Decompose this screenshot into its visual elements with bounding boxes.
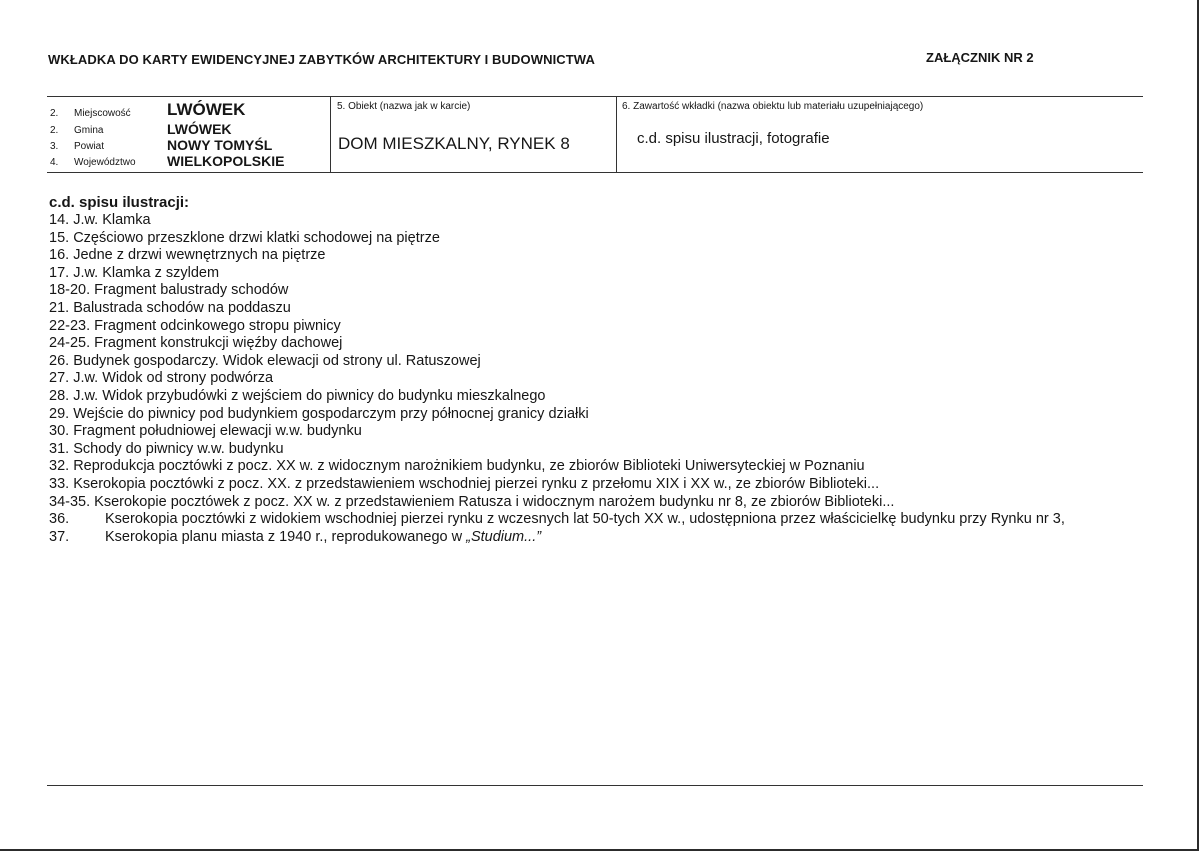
list-item: 29. Wejście do piwnicy pod budynkiem gospodarczym przy północnej granicy działki (49, 405, 589, 422)
county-value: NOWY TOMYŚL (167, 137, 273, 153)
bottom-rule (47, 785, 1143, 786)
column-divider-1 (330, 97, 331, 172)
list-item: 32. Reprodukcja pocztówki z pocz. XX w. z widocznym narożnikiem budynku, ze zbiorów Biblioteki Uniwersyteckiej w Poznaniu (49, 458, 865, 475)
list-item: 34-35. Kserokopie pocztówek z pocz. XX w. z przedstawieniem Ratusza i widocznym narożem budynku nr 8, ze zbiorów Biblioteki... (49, 493, 895, 510)
form-title: WKŁADKA DO KARTY EWIDENCYJNEJ ZABYTKÓW ARCHITEKTURY I BUDOWNICTWA (48, 52, 595, 67)
voivodeship-value: WIELKOPOLSKIE (167, 153, 285, 169)
commune-value: LWÓWEK (167, 121, 232, 137)
list-item: 31. Schody do piwnicy w.w. budynku (49, 440, 284, 457)
column-divider-2 (616, 97, 617, 172)
header-bottom-rule (47, 172, 1143, 173)
list-item: 28. J.w. Widok przybudówki z wejściem do piwnicy do budynku mieszkalnego (49, 387, 546, 404)
list-item: 37. Kserokopia planu miasta z 1940 r., reprodukowanego w „Studium...” (49, 528, 542, 545)
list-item: 22-23. Fragment odcinkowego stropu piwnicy (49, 317, 341, 334)
list-item: 14. J.w. Klamka (49, 212, 151, 228)
list-item: 36. Kserokopia pocztówki z widokiem wschodniej pierzei rynku z wczesnych lat 50-tych XX w., udostępniona przez właścicielkę budynku przy Rynku nr 3, (49, 511, 1065, 528)
list-item: 16. Jedne z drzwi wewnętrznych na piętrze (49, 247, 326, 264)
list-item: 24-25. Fragment konstrukcji więźby dachowej (49, 335, 343, 352)
list-item: 18-20. Fragment balustrady schodów (49, 282, 289, 299)
list-item: 33. Kserokopia pocztówki z pocz. XX. z przedstawieniem wschodniej pierzei rynku z przełomu XIX i XX w., ze zbiorów Biblioteki... (49, 475, 880, 492)
list-item: 26. Budynek gospodarczy. Widok elewacji od strony ul. Ratuszowej (49, 352, 481, 369)
annex-number: ZAŁĄCZNIK NR 2 (926, 50, 1034, 65)
illustration-list (49, 212, 1065, 546)
insert-content-value: c.d. spisu ilustracji, fotografie (637, 130, 830, 147)
list-item: 30. Fragment południowej elewacji w.w. budynku (49, 423, 362, 440)
top-rule (47, 96, 1143, 97)
list-heading: c.d. spisu ilustracji: (49, 194, 190, 211)
list-item: 21. Balustrada schodów na poddaszu (49, 299, 291, 316)
object-label: 5. Obiekt (nazwa jak w karcie) (337, 101, 471, 112)
town-value: LWÓWEK (167, 100, 246, 119)
insert-content-label: 6. Zawartość wkładki (nazwa obiektu lub materiału uzupełniającego) (622, 101, 924, 112)
list-item: 15. Częściowo przeszklone drzwi klatki schodowej na piętrze (49, 229, 440, 246)
object-name: DOM MIESZKALNY, RYNEK 8 (338, 134, 570, 153)
list-item: 17. J.w. Klamka z szyldem (49, 264, 220, 281)
list-item: 27. J.w. Widok od strony podwórza (49, 370, 274, 387)
